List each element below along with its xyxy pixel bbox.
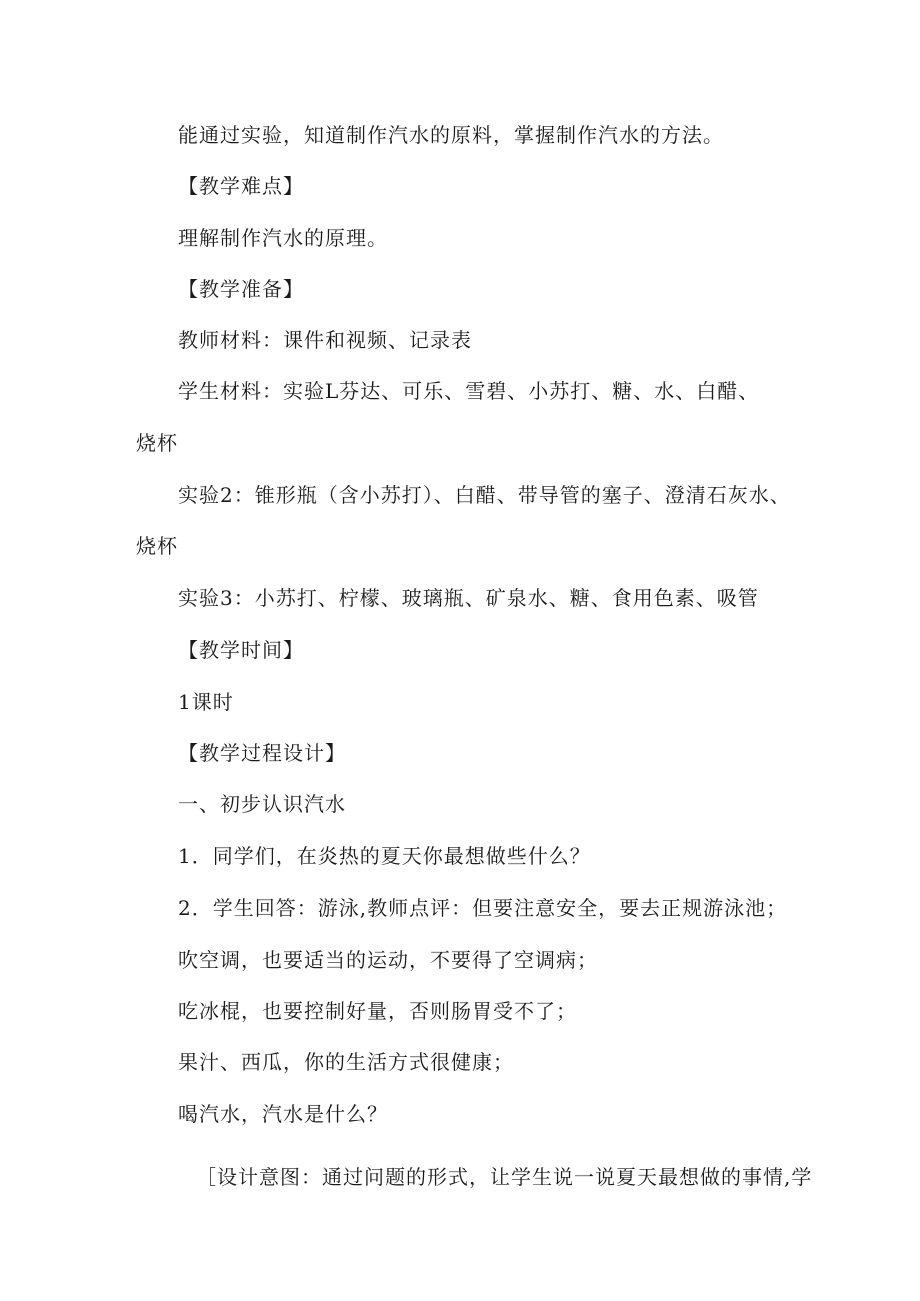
- step-one-heading: 一、初步认识汽水: [178, 792, 346, 816]
- question-2-text: 2．学生回答：游泳,教师点评：但要注意安全，要去正规游泳池；: [178, 896, 788, 920]
- answer-soda: 喝汽水，汽水是什么？: [178, 1102, 388, 1126]
- objective-text: 能通过实验，知道制作汽水的原料，掌握制作汽水的方法。: [178, 123, 724, 147]
- section-heading-preparation: 【教学准备】: [178, 277, 304, 301]
- difficulty-text: 理解制作汽水的原理。: [178, 226, 388, 250]
- question-1-text: 1．同学们，在炎热的夏天你最想做些什么？: [178, 844, 591, 868]
- teacher-materials-text: 教师材料：课件和视频、记录表: [178, 328, 472, 352]
- experiment-3-text: 实验3：小苏打、柠檬、玻璃瓶、矿泉水、糖、食用色素、吸管: [178, 586, 759, 610]
- answer-air-conditioning: 吹空调，也要适当的运动，不要得了空调病；: [178, 948, 598, 972]
- answer-juice-watermelon: 果汁、西瓜，你的生活方式很健康；: [178, 1050, 514, 1074]
- student-materials-text: 学生材料：实验L芬达、可乐、雪碧、小苏打、糖、水、白醋、: [178, 379, 760, 403]
- experiment-2-continuation: 烧杯: [136, 534, 178, 558]
- design-intent-text: ［设计意图：通过问题的形式，让学生说一说夏天最想做的事情,学: [196, 1165, 813, 1189]
- section-heading-time: 【教学时间】: [178, 638, 304, 662]
- time-text: 1课时: [178, 690, 234, 714]
- answer-popsicle: 吃冰棍，也要控制好量，否则肠胃受不了；: [178, 999, 577, 1023]
- section-heading-process: 【教学过程设计】: [178, 741, 346, 765]
- section-heading-difficulty: 【教学难点】: [178, 174, 304, 198]
- student-materials-continuation: 烧杯: [136, 431, 178, 455]
- experiment-2-text: 实验2：锥形瓶（含小苏打）、白醋、带导管的塞子、澄清石灰水、: [178, 483, 791, 507]
